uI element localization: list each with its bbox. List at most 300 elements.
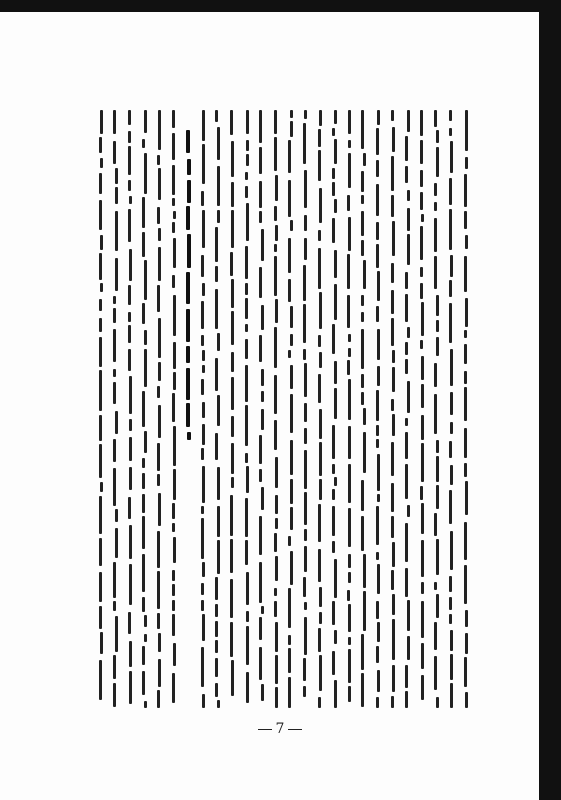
script-word [332, 425, 335, 459]
script-word [421, 214, 424, 222]
script-word [421, 356, 424, 380]
script-word [187, 432, 191, 440]
script-word [405, 691, 408, 708]
script-word [128, 312, 131, 322]
script-word [246, 140, 249, 151]
script-word [303, 686, 306, 697]
script-word [202, 283, 205, 296]
script-word [215, 604, 218, 617]
script-word [128, 180, 131, 191]
script-word [186, 346, 190, 363]
script-word [363, 432, 366, 473]
script-word [245, 540, 248, 565]
mongolian-text-column [227, 110, 236, 703]
script-word [376, 697, 379, 708]
script-word [434, 202, 437, 211]
mongolian-text-column [125, 110, 134, 709]
script-word [129, 525, 132, 559]
mongolian-text-column [388, 110, 397, 711]
script-word [348, 334, 351, 342]
script-word [288, 635, 291, 645]
script-word [288, 588, 291, 628]
script-word [245, 298, 248, 319]
script-word [275, 495, 278, 514]
script-word [376, 244, 379, 268]
script-word [246, 466, 249, 493]
script-word [142, 197, 145, 228]
script-word [303, 304, 306, 343]
script-word [157, 155, 160, 165]
script-word [215, 683, 218, 697]
script-word [420, 283, 423, 299]
mongolian-text-column [169, 110, 178, 709]
script-word [290, 121, 293, 137]
script-word [158, 168, 161, 200]
script-word [332, 324, 335, 354]
script-word [304, 363, 307, 397]
script-word [99, 444, 102, 478]
script-word [288, 180, 291, 217]
script-word [274, 256, 277, 296]
script-word [405, 136, 408, 161]
script-word [115, 187, 118, 204]
script-word [405, 432, 408, 459]
script-word [450, 392, 453, 415]
script-word [158, 405, 161, 438]
script-word [449, 128, 452, 136]
script-word [274, 420, 277, 450]
script-word [376, 222, 379, 240]
script-word [275, 299, 278, 323]
script-word [434, 582, 437, 590]
script-word [290, 220, 293, 231]
script-word [129, 249, 132, 281]
script-word [348, 637, 351, 645]
script-word [99, 606, 102, 629]
script-word [363, 260, 366, 289]
script-word [288, 279, 291, 302]
script-word [318, 335, 321, 347]
script-word [391, 263, 394, 283]
script-word [142, 391, 145, 427]
script-word [450, 630, 453, 651]
script-word [158, 362, 161, 381]
script-word [172, 614, 175, 636]
script-word [450, 531, 453, 570]
script-word [436, 456, 439, 482]
script-word [436, 130, 439, 143]
script-word [129, 196, 132, 204]
script-word [202, 402, 205, 418]
script-word [318, 504, 321, 542]
mongolian-text-column [461, 110, 470, 715]
script-word [376, 506, 379, 545]
script-word [158, 228, 161, 241]
script-word [259, 617, 262, 640]
script-word [304, 428, 307, 444]
script-word [217, 700, 220, 708]
script-word [449, 280, 452, 297]
script-word [173, 537, 176, 563]
script-word [245, 283, 248, 295]
script-word [436, 539, 439, 575]
script-word [231, 311, 234, 345]
script-word [304, 617, 307, 655]
script-word [319, 292, 322, 329]
script-word [173, 469, 176, 500]
script-word [392, 221, 395, 256]
script-word [436, 594, 439, 618]
script-word [217, 210, 220, 223]
script-word [391, 156, 394, 191]
script-word [99, 200, 102, 230]
script-word [420, 226, 423, 260]
script-word [129, 564, 132, 605]
script-word [230, 495, 233, 536]
script-word [391, 570, 394, 590]
script-word [142, 671, 145, 695]
script-word [405, 272, 408, 289]
script-word [259, 267, 262, 298]
script-word [377, 110, 380, 125]
script-word [318, 150, 321, 181]
script-word [128, 209, 131, 242]
script-word [465, 157, 468, 169]
script-word [332, 601, 335, 625]
script-word [157, 386, 160, 398]
script-word [201, 335, 204, 346]
script-word [144, 153, 147, 194]
script-word [142, 554, 145, 592]
script-word [449, 614, 452, 624]
script-word [231, 377, 234, 410]
script-word [391, 110, 394, 121]
script-word [361, 211, 364, 236]
script-word [99, 253, 102, 280]
script-word [172, 673, 175, 703]
script-word [202, 110, 205, 141]
script-word [99, 572, 102, 602]
script-word [391, 696, 394, 708]
script-word [99, 415, 102, 441]
script-word [230, 622, 233, 657]
script-word [186, 309, 190, 342]
script-word [420, 110, 423, 136]
script-word [407, 190, 410, 201]
script-word [464, 463, 467, 477]
script-word [202, 210, 205, 248]
script-word [99, 337, 102, 367]
script-word [434, 218, 437, 252]
script-word [348, 572, 351, 583]
script-word [464, 371, 467, 384]
script-word [259, 435, 262, 464]
script-word [231, 416, 234, 437]
script-word [348, 426, 351, 459]
script-word [157, 613, 160, 629]
script-word [332, 128, 335, 136]
script-word [465, 610, 468, 627]
script-word [420, 192, 423, 210]
script-word [334, 284, 337, 320]
script-word [158, 493, 161, 526]
script-word [391, 195, 394, 217]
script-word [144, 260, 147, 300]
script-word [348, 348, 351, 357]
mongolian-text-block [96, 110, 476, 708]
mongolian-text-column [359, 110, 368, 710]
script-word [172, 133, 175, 160]
script-word [449, 597, 452, 610]
script-word [215, 621, 218, 637]
script-word [259, 181, 262, 208]
script-word [158, 633, 161, 652]
script-word [115, 528, 118, 558]
script-word [274, 601, 277, 617]
script-word [347, 360, 350, 375]
script-word [464, 211, 467, 229]
script-word [202, 562, 205, 577]
script-word [377, 366, 380, 386]
script-word [377, 564, 380, 594]
script-word [144, 349, 147, 387]
script-word [290, 507, 293, 530]
script-word [464, 428, 467, 458]
script-word [347, 295, 350, 328]
script-word [332, 464, 335, 474]
script-word [217, 166, 220, 206]
script-word [157, 531, 160, 568]
script-word [157, 443, 160, 471]
script-word [290, 365, 293, 389]
scan-edge-right [539, 0, 561, 800]
script-word [259, 647, 262, 680]
script-word [246, 110, 249, 134]
script-word [450, 465, 453, 485]
script-word [288, 648, 291, 673]
script-word [405, 418, 408, 426]
script-word [449, 441, 452, 458]
script-word [245, 498, 248, 537]
script-word [392, 367, 395, 392]
script-word [186, 206, 190, 230]
script-word [391, 483, 394, 512]
script-word [275, 655, 278, 684]
script-word [128, 110, 131, 125]
script-word [465, 481, 468, 515]
script-word [202, 614, 205, 641]
script-word [290, 110, 293, 118]
script-word [434, 394, 437, 434]
script-word [361, 673, 364, 707]
script-word [158, 247, 161, 281]
script-word [172, 165, 175, 195]
script-word [274, 588, 277, 596]
script-word [420, 140, 423, 164]
script-word [376, 306, 379, 322]
script-word [115, 168, 118, 184]
script-word [231, 141, 234, 177]
script-word [202, 144, 205, 184]
script-word [113, 369, 116, 377]
script-word [113, 329, 116, 362]
script-word [230, 579, 233, 618]
script-word [186, 368, 190, 400]
script-word [113, 110, 116, 134]
script-word [392, 350, 395, 363]
script-word [201, 191, 204, 206]
script-word [377, 329, 380, 360]
script-word [363, 554, 366, 588]
script-word [449, 110, 452, 121]
script-word [290, 394, 293, 433]
script-word [318, 230, 321, 241]
script-word [142, 139, 145, 148]
script-word [290, 334, 293, 346]
script-word [290, 551, 293, 585]
script-word [319, 352, 322, 368]
script-word [450, 422, 453, 434]
script-word [407, 600, 410, 631]
script-word [115, 211, 118, 251]
mongolian-text-column [198, 110, 207, 711]
script-word [436, 295, 439, 316]
script-word [436, 440, 439, 453]
script-word [304, 238, 307, 260]
script-word [187, 180, 191, 203]
script-word [288, 238, 291, 273]
script-word [245, 246, 248, 279]
script-word [304, 110, 307, 119]
script-word [173, 295, 176, 336]
script-word [376, 128, 379, 155]
script-word [405, 166, 408, 183]
script-word [113, 141, 116, 164]
script-word [217, 127, 220, 160]
script-word [142, 458, 145, 468]
script-word [100, 482, 103, 492]
script-word [334, 388, 337, 419]
script-word [201, 518, 204, 559]
script-word [113, 683, 116, 707]
script-word [332, 651, 335, 675]
script-word [113, 382, 116, 404]
script-word [274, 244, 277, 252]
script-word [274, 110, 277, 134]
mongolian-text-column [184, 110, 193, 445]
script-word [100, 283, 103, 292]
script-word [113, 296, 116, 304]
script-word [201, 600, 204, 611]
script-word [334, 139, 337, 164]
script-word [113, 655, 116, 679]
script-word [304, 450, 307, 489]
script-word [304, 602, 307, 610]
script-word [201, 255, 204, 277]
script-word [187, 159, 191, 175]
script-word [158, 110, 161, 150]
script-word [230, 110, 233, 135]
script-word [231, 352, 234, 372]
script-word [259, 335, 262, 362]
script-word [217, 506, 220, 537]
script-word [230, 539, 233, 573]
script-word [376, 390, 379, 421]
script-word [172, 110, 175, 128]
script-word [376, 160, 379, 177]
script-word [245, 186, 248, 198]
script-word [420, 267, 423, 277]
script-word [304, 170, 307, 208]
script-word [186, 272, 190, 304]
script-word [202, 365, 205, 373]
script-word [173, 211, 176, 219]
script-word [334, 361, 337, 384]
script-word [392, 127, 395, 152]
mongolian-text-column [213, 110, 222, 712]
script-word [464, 387, 467, 421]
script-word [173, 372, 176, 390]
script-word [464, 174, 467, 207]
script-word [99, 538, 102, 566]
script-word [392, 619, 395, 660]
script-word [449, 209, 452, 250]
script-word [128, 325, 131, 343]
script-word [142, 232, 145, 257]
script-word [215, 640, 218, 653]
script-word [261, 369, 264, 386]
script-word [217, 333, 220, 351]
script-word [245, 405, 248, 446]
script-word [464, 565, 467, 604]
scan-edge-top [0, 0, 561, 12]
script-word [405, 294, 408, 322]
script-word [361, 516, 364, 551]
script-word [215, 358, 218, 391]
script-word [376, 184, 379, 216]
script-word [142, 597, 145, 612]
script-word [217, 467, 220, 500]
script-word [157, 571, 160, 609]
script-word [113, 562, 116, 598]
script-word [144, 110, 147, 133]
script-word [334, 110, 337, 124]
script-word [348, 649, 351, 683]
script-word [405, 665, 408, 688]
script-word [391, 442, 394, 476]
script-word [246, 611, 249, 622]
script-word [334, 680, 337, 708]
script-word [376, 439, 379, 448]
script-word [464, 330, 467, 338]
script-word [215, 266, 218, 282]
script-word [261, 487, 264, 510]
script-word [332, 182, 335, 196]
script-word [158, 318, 161, 358]
script-word [361, 392, 364, 405]
mongolian-text-column [403, 110, 412, 715]
script-word [173, 342, 176, 369]
script-word [464, 344, 467, 364]
mongolian-text-column [315, 110, 324, 712]
script-word [465, 298, 468, 327]
script-word [465, 235, 468, 249]
script-word [231, 182, 234, 207]
mongolian-text-column [257, 110, 266, 706]
script-word [290, 306, 293, 328]
script-word [157, 285, 160, 312]
script-word [290, 440, 293, 475]
